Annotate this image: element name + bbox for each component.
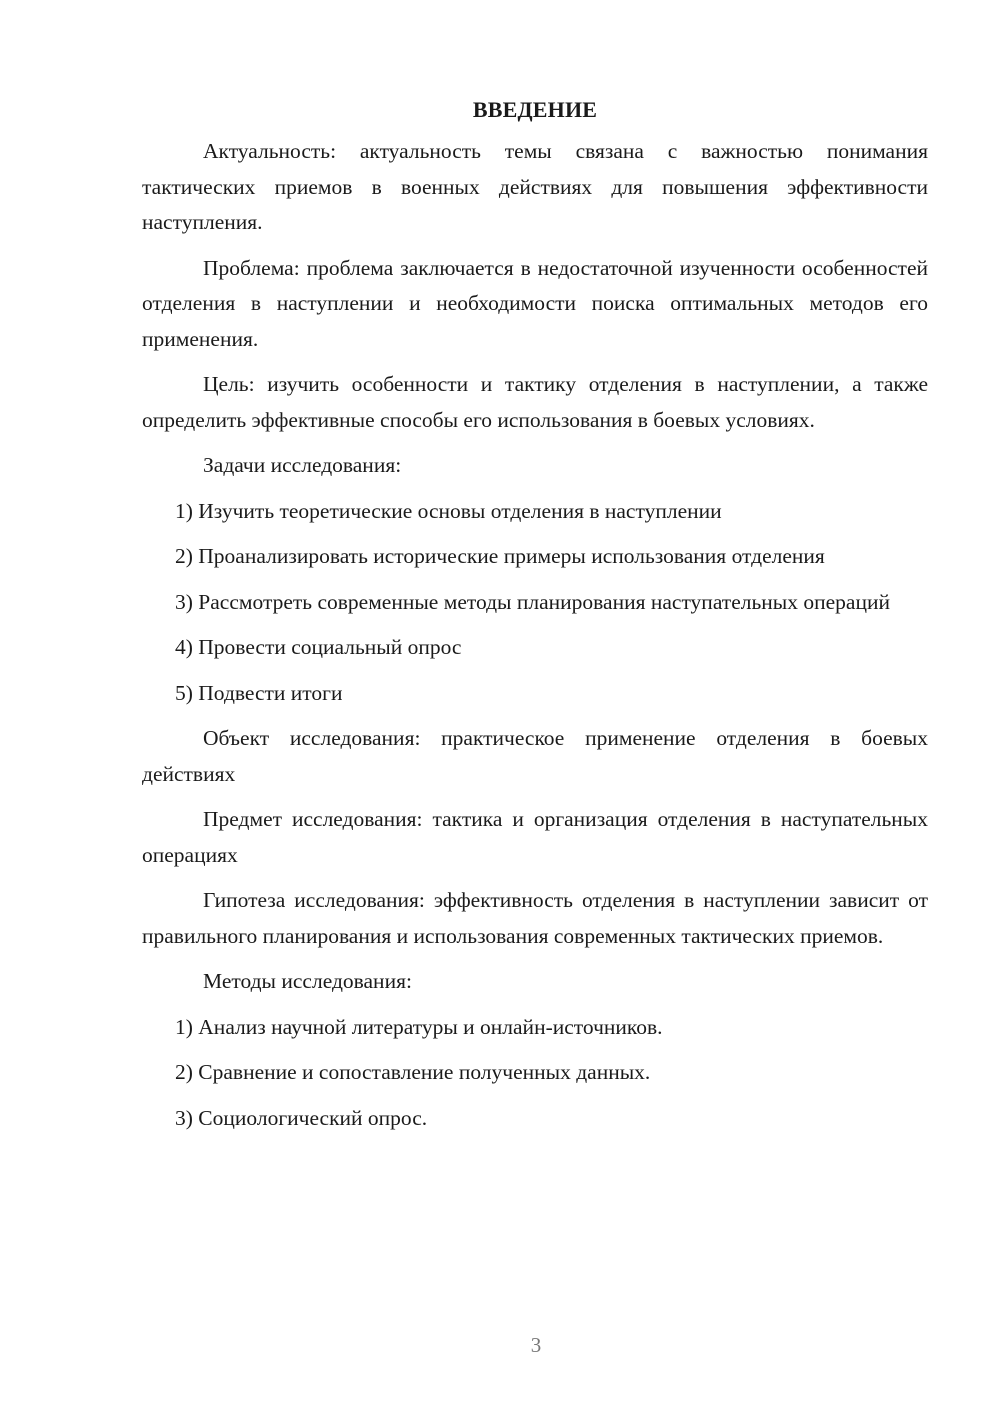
object-paragraph: Объект исследования: практическое применение отделения в боевых действиях <box>142 726 928 786</box>
page-number: 3 <box>530 1333 542 1357</box>
problem-paragraph: Проблема: проблема заключается в недостаточной изученности особенностей отделения в наступлении и необходимости поиска оптимальных методов его применения. <box>142 255 928 351</box>
page-content <box>142 92 928 1146</box>
method-item-1: 1) Анализ научной литературы и онлайн-источников. <box>175 1014 663 1039</box>
method-item-3: 3) Социологический опрос. <box>175 1105 428 1130</box>
method-item-2: 2) Сравнение и сопоставление полученных данных. <box>175 1060 651 1084</box>
methods-heading: Методы исследования: <box>203 969 412 993</box>
task-item-5: 5) Подвести итоги <box>175 680 343 705</box>
task-item-4: 4) Провести социальный опрос <box>175 635 462 659</box>
subject-paragraph: Предмет исследования: тактика и организация отделения в наступательных операциях <box>142 807 928 867</box>
hypothesis-paragraph: Гипотеза исследования: эффективность отделения в наступлении зависит от правильного планирования и использования современных тактических приемов. <box>142 888 928 948</box>
task-item-3: 3) Рассмотреть современные методы планирования наступательных операций <box>175 589 890 614</box>
task-item-1: 1) Изучить теоретические основы отделения в наступлении <box>175 498 722 523</box>
task-item-2: 2) Проанализировать исторические примеры использования отделения <box>175 544 825 568</box>
page-title: ВВЕДЕНИЕ <box>472 97 598 122</box>
relevance-paragraph: Актуальность: актуальность темы связана с важностью понимания тактических приемов в военных действиях для повышения эффективности наступления. <box>142 139 928 234</box>
goal-paragraph: Цель: изучить особенности и тактику отделения в наступлении, а также определить эффективные способы его использования в боевых условиях. <box>142 372 928 432</box>
tasks-heading: Задачи исследования: <box>203 453 402 477</box>
